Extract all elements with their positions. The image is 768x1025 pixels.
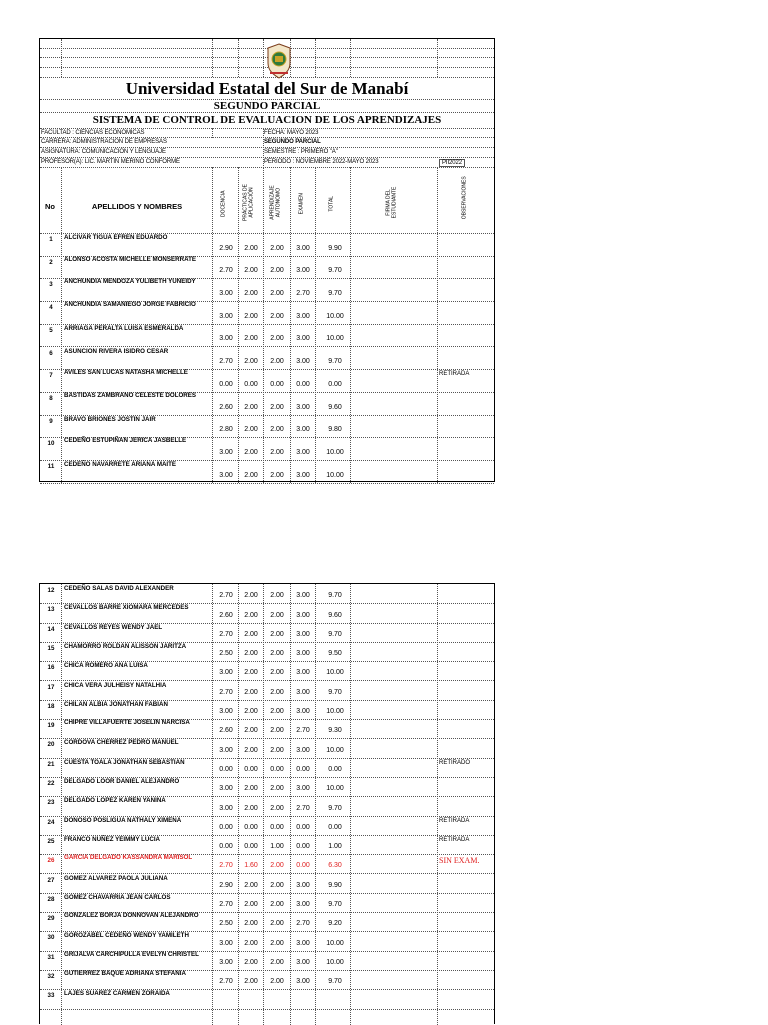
autonomo-grade: 2.00 [270, 727, 284, 735]
total-grade: 10.00 [326, 335, 344, 343]
examen-grade: 3.00 [296, 688, 310, 696]
autonomo-grade: 0.00 [270, 765, 284, 773]
docencia-grade: 2.70 [219, 630, 233, 638]
total-grade: 0.00 [328, 765, 342, 773]
examen-grade: 3.00 [296, 939, 310, 947]
examen-grade: 0.00 [296, 862, 310, 870]
student-number: 23 [47, 799, 55, 807]
col-docencia-header: DOCENCIA [220, 190, 227, 217]
observation-note: RETIRADA [439, 817, 470, 824]
total-grade: 9.70 [328, 688, 342, 696]
examen-grade: 3.00 [296, 312, 310, 320]
student-name: CEDEÑO SALAS DAVID ALEXANDER [64, 585, 174, 592]
student-row [40, 369, 494, 392]
total-grade: 9.70 [328, 630, 342, 638]
autonomo-grade: 2.00 [270, 448, 284, 456]
practicas-grade: 2.00 [244, 881, 258, 889]
docencia-grade: 0.00 [219, 765, 233, 773]
autonomo-grade: 2.00 [270, 978, 284, 986]
total-grade: 10.00 [326, 958, 344, 966]
student-number: 25 [47, 837, 55, 845]
student-row [40, 278, 494, 301]
student-name: CEDEÑO NAVARRETE ARIANA MAITE [64, 461, 177, 468]
autonomo-grade: 2.00 [270, 650, 284, 658]
examen-grade: 3.00 [296, 403, 310, 411]
practicas-grade: 2.00 [244, 727, 258, 735]
practicas-grade: 2.00 [244, 358, 258, 366]
total-grade: 0.00 [328, 380, 342, 388]
docencia-grade: 2.50 [219, 650, 233, 658]
observation-note: RETIRADO [439, 759, 471, 766]
practicas-grade: 2.00 [244, 785, 258, 793]
col-names-header: APELLIDOS Y NOMBRES [91, 202, 183, 211]
practicas-grade: 0.00 [244, 843, 258, 851]
student-row [40, 912, 494, 931]
student-number: 21 [47, 760, 55, 768]
student-row [40, 681, 494, 700]
student-name: LAJES SUAREZ CARMEN ZORAIDA [64, 990, 170, 998]
examen-grade: 0.00 [296, 823, 310, 831]
period-label: PERIODO : NOVIEMBRE 2022-MAYO 2023 [264, 159, 379, 165]
practicas-grade: 2.00 [244, 901, 258, 909]
student-number: 12 [47, 587, 55, 594]
student-row [40, 301, 494, 324]
student-name: BASTIDAS ZAMBRANO CELESTE DOLORES [64, 391, 197, 399]
student-name: CORDOVA CHERREZ PEDRO MANUEL [64, 739, 179, 747]
docencia-grade: 3.00 [219, 785, 233, 793]
practicas-grade: 1.60 [244, 862, 258, 870]
practicas-grade: 0.00 [244, 380, 258, 388]
student-row [40, 719, 494, 738]
autonomo-grade: 2.00 [270, 611, 284, 619]
student-name: GONZALEZ BORJA DONNOVAN ALEJANDRO [64, 912, 199, 920]
examen-grade: 3.00 [296, 358, 310, 366]
total-grade: 10.00 [326, 471, 344, 479]
examen-grade: 2.70 [296, 727, 310, 735]
total-grade: 9.70 [328, 290, 342, 298]
student-number: 14 [47, 625, 55, 633]
student-number: 29 [47, 915, 55, 923]
student-number: 26 [47, 857, 55, 865]
autonomo-grade: 2.00 [270, 471, 284, 479]
student-number: 5 [49, 326, 53, 334]
student-row [40, 816, 494, 835]
practicas-grade: 2.00 [244, 746, 258, 754]
student-name: FRANCO NUÑEZ YEIMMY LUCIA [64, 835, 161, 843]
student-row [40, 758, 494, 777]
student-number: 18 [47, 702, 55, 710]
total-grade: 9.70 [328, 804, 342, 812]
student-name: CHILAN ALBIA JONATHAN FABIAN [64, 700, 168, 708]
total-grade: 9.80 [328, 426, 342, 434]
practicas-grade: 2.00 [244, 669, 258, 677]
practicas-grade: 2.00 [244, 448, 258, 456]
docencia-grade: 3.00 [219, 448, 233, 456]
examen-grade: 3.00 [296, 244, 310, 252]
autonomo-grade: 2.00 [270, 708, 284, 716]
student-name: GRIJALVA CARCHIPULLA EVELYN CHRISTEL [64, 950, 199, 958]
student-name: CHAMORRO ROLDAN ALISSON JARITZA [64, 642, 187, 650]
student-number: 11 [47, 463, 55, 470]
student-name: ASUNCION RIVERA ISIDRO CESAR [64, 347, 169, 355]
practicas-grade: 2.00 [244, 688, 258, 696]
examen-grade: 3.00 [296, 669, 310, 677]
total-grade: 9.70 [328, 592, 342, 600]
student-number: 31 [47, 953, 55, 961]
col-examen-header: EXAMEN [298, 193, 305, 215]
autonomo-grade: 2.00 [270, 267, 284, 275]
total-grade: 10.00 [326, 708, 344, 716]
university-name: Universidad Estatal del Sur de Manabí [125, 79, 409, 98]
col-autonomo-header: APRENDIZAJE AUTONOMO [269, 185, 281, 220]
docencia-grade: 0.00 [219, 823, 233, 831]
docencia-grade: 2.80 [219, 426, 233, 434]
col-observaciones-header: OBSERVACIONES [461, 176, 468, 220]
practicas-grade: 0.00 [244, 765, 258, 773]
total-grade: 10.00 [326, 939, 344, 947]
examen-grade: 0.00 [296, 765, 310, 773]
autonomo-grade: 0.00 [270, 823, 284, 831]
total-grade: 10.00 [326, 746, 344, 754]
autonomo-grade: 2.00 [270, 244, 284, 252]
practicas-grade: 2.00 [244, 267, 258, 275]
examen-grade: 3.00 [296, 958, 310, 966]
student-number: 1 [49, 236, 53, 243]
student-number: 16 [47, 664, 55, 672]
student-name: GARCIA DELGADO KASSANDRA MARISOL [64, 854, 193, 862]
autonomo-grade: 2.00 [270, 958, 284, 966]
student-number: 17 [47, 683, 55, 691]
docencia-grade: 3.00 [219, 669, 233, 677]
examen-grade: 3.00 [296, 448, 310, 456]
student-name: DONOSO POSLIGUA NATHALY XIMENA [64, 816, 182, 824]
student-row [40, 796, 494, 815]
student-number: 30 [47, 934, 55, 942]
university-seal-icon [266, 43, 292, 79]
student-row [40, 893, 494, 912]
docencia-grade: 3.00 [219, 708, 233, 716]
period-code: PII2022 [439, 159, 465, 167]
period-title: SEGUNDO PARCIAL [213, 100, 321, 112]
student-number: 8 [49, 394, 53, 402]
practicas-grade: 2.00 [244, 335, 258, 343]
examen-grade: 0.00 [296, 380, 310, 388]
practicas-grade: 2.00 [244, 650, 258, 658]
examen-grade: 3.00 [296, 471, 310, 479]
examen-grade: 2.70 [296, 920, 310, 928]
autonomo-grade: 2.00 [270, 669, 284, 677]
student-number: 19 [47, 722, 55, 730]
col-practicas-header: PRÁCTICAS DE APLICACIÓN [242, 184, 254, 221]
student-row [40, 951, 494, 970]
examen-grade: 2.70 [296, 290, 310, 298]
docencia-grade: 2.90 [219, 244, 233, 252]
practicas-grade: 2.00 [244, 708, 258, 716]
grade-sheet-page-2 [39, 583, 495, 1024]
student-row [40, 989, 494, 1008]
total-grade: 9.60 [328, 403, 342, 411]
student-number: 24 [47, 818, 55, 826]
partial-label: SEGUNDO PARCIAL [264, 139, 321, 145]
student-number: 9 [49, 417, 53, 425]
autonomo-grade: 2.00 [270, 785, 284, 793]
docencia-grade: 0.00 [219, 843, 233, 851]
autonomo-grade: 2.00 [270, 804, 284, 812]
student-number: 22 [47, 780, 55, 787]
student-row [40, 854, 494, 873]
professor-label: PROFESOR(A): LIC. MARTIN MERINO CONFORME [41, 159, 180, 165]
total-grade: 9.90 [328, 881, 342, 889]
total-grade: 0.00 [328, 823, 342, 831]
student-number: 28 [47, 895, 55, 903]
student-name: DELGADO LOOR DANIEL ALEJANDRO [64, 778, 180, 785]
student-name: ALCIVAR TIGUA EFREN EDUARDO [64, 234, 168, 241]
examen-grade: 3.00 [296, 335, 310, 343]
docencia-grade: 3.00 [219, 335, 233, 343]
docencia-grade: 2.70 [219, 358, 233, 366]
observation-note: RETIRADA [439, 836, 470, 843]
autonomo-grade: 2.00 [270, 746, 284, 754]
student-number: 13 [47, 606, 55, 614]
system-title: SISTEMA DE CONTROL DE EVALUACION DE LOS APRENDIZAJES [92, 114, 442, 126]
student-name: CHICA ROMERO ANA LUISA [64, 662, 148, 670]
student-row [40, 460, 494, 483]
student-name: GOMEZ CHAVARRIA JEAN CARLOS [64, 893, 171, 901]
student-row [40, 970, 494, 989]
date-label: FECHA: MAYO 2023 [264, 130, 319, 136]
subject-label: ASIGNATURA: COMUNICACIÓN Y LENGUAJE [41, 149, 166, 155]
practicas-grade: 2.00 [244, 804, 258, 812]
docencia-grade: 3.00 [219, 312, 233, 320]
student-number: 20 [47, 741, 55, 749]
faculty-label: FACULTAD : CIENCIAS ECONOMICAS [41, 130, 145, 136]
examen-grade: 3.00 [296, 630, 310, 638]
docencia-grade: 2.50 [219, 920, 233, 928]
student-row [40, 738, 494, 757]
practicas-grade: 2.00 [244, 471, 258, 479]
student-name: GOROZABEL CEDEÑO WENDY YAMILETH [64, 932, 189, 940]
docencia-grade: 3.00 [219, 804, 233, 812]
student-row [40, 642, 494, 661]
practicas-grade: 2.00 [244, 920, 258, 928]
autonomo-grade: 2.00 [270, 688, 284, 696]
student-name: ARRIAGA PERALTA LUISA ESMERALDA [64, 324, 184, 332]
student-row [40, 324, 494, 347]
student-number: 27 [47, 876, 55, 884]
student-name: CEVALLOS REYES WENDY JAEL [64, 623, 163, 631]
total-grade: 9.50 [328, 650, 342, 658]
student-row [40, 623, 494, 642]
student-number: 32 [47, 973, 55, 980]
student-row [40, 835, 494, 854]
student-name: ALONSO ACOSTA MICHELLE MONSERRATE [64, 255, 196, 263]
observation-note: RETIRADA [439, 371, 470, 378]
student-name: ANCHUNDIA MENDOZA YULIBETH YUNEIDY [64, 278, 196, 286]
examen-grade: 2.70 [296, 804, 310, 812]
examen-grade: 0.00 [296, 843, 310, 851]
student-row [40, 777, 494, 796]
autonomo-grade: 0.00 [270, 380, 284, 388]
student-name: GUTIERREZ BAQUE ADRIANA STEFANIA [64, 970, 186, 977]
examen-grade: 3.00 [296, 267, 310, 275]
docencia-grade: 2.70 [219, 901, 233, 909]
student-name: CUESTA TOALA JONATHAN SEBASTIAN [64, 758, 185, 766]
docencia-grade: 2.70 [219, 978, 233, 986]
total-grade: 10.00 [326, 785, 344, 793]
student-number: 7 [49, 372, 53, 380]
student-row [40, 437, 494, 460]
autonomo-grade: 2.00 [270, 312, 284, 320]
student-number: 4 [49, 304, 53, 312]
total-grade: 10.00 [326, 448, 344, 456]
practicas-grade: 2.00 [244, 630, 258, 638]
examen-grade: 3.00 [296, 881, 310, 889]
student-row [40, 392, 494, 415]
student-number: 15 [47, 644, 55, 652]
total-grade: 9.30 [328, 727, 342, 735]
student-number: 6 [49, 349, 53, 357]
practicas-grade: 2.00 [244, 939, 258, 947]
docencia-grade: 2.60 [219, 727, 233, 735]
total-grade: 9.60 [328, 611, 342, 619]
practicas-grade: 0.00 [244, 823, 258, 831]
autonomo-grade: 2.00 [270, 881, 284, 889]
student-row [40, 700, 494, 719]
docencia-grade: 3.00 [219, 471, 233, 479]
student-row [40, 661, 494, 680]
docencia-grade: 3.00 [219, 958, 233, 966]
practicas-grade: 2.00 [244, 978, 258, 986]
col-no-header: No [45, 202, 55, 211]
total-grade: 9.20 [328, 920, 342, 928]
autonomo-grade: 2.00 [270, 862, 284, 870]
student-number: 3 [49, 281, 53, 289]
docencia-grade: 0.00 [219, 380, 233, 388]
docencia-grade: 2.70 [219, 267, 233, 275]
total-grade: 6.30 [328, 862, 342, 870]
grade-sheet-page-1 [39, 38, 495, 482]
docencia-grade: 2.70 [219, 862, 233, 870]
student-number: 33 [47, 992, 55, 1000]
total-grade: 1.00 [328, 843, 342, 851]
examen-grade: 3.00 [296, 901, 310, 909]
docencia-grade: 3.00 [219, 939, 233, 947]
total-grade: 9.70 [328, 358, 342, 366]
examen-grade: 3.00 [296, 426, 310, 434]
docencia-grade: 2.70 [219, 688, 233, 696]
student-name: AVILES SAN LUCAS NATASHA MICHELLE [64, 369, 188, 377]
student-row [40, 874, 494, 893]
student-name: CHIPRE VILLAFUERTE JOSELIN NARCISA [64, 719, 190, 727]
examen-grade: 3.00 [296, 611, 310, 619]
docencia-grade: 2.60 [219, 611, 233, 619]
student-name: ANCHUNDIA SAMANIEGO JORGE FABRICIO [64, 301, 196, 309]
autonomo-grade: 2.00 [270, 335, 284, 343]
total-grade: 9.70 [328, 901, 342, 909]
examen-grade: 3.00 [296, 978, 310, 986]
student-name: BRAVO BRIONES JOSTIN JAIR [64, 415, 156, 423]
practicas-grade: 2.00 [244, 958, 258, 966]
practicas-grade: 2.00 [244, 244, 258, 252]
col-firma-header: FIRMA DEL ESTUDIANTE [385, 186, 397, 219]
practicas-grade: 2.00 [244, 403, 258, 411]
examen-grade: 3.00 [296, 592, 310, 600]
docencia-grade: 2.60 [219, 403, 233, 411]
examen-grade: 3.00 [296, 708, 310, 716]
docencia-grade: 3.00 [219, 746, 233, 754]
observation-note: SIN EXAM. [439, 856, 480, 866]
autonomo-grade: 2.00 [270, 358, 284, 366]
autonomo-grade: 2.00 [270, 920, 284, 928]
student-number: 10 [47, 440, 55, 448]
student-row [40, 347, 494, 370]
total-grade: 9.70 [328, 267, 342, 275]
student-row [40, 584, 494, 603]
total-grade: 10.00 [326, 669, 344, 677]
examen-grade: 3.00 [296, 746, 310, 754]
student-row [40, 233, 494, 256]
practicas-grade: 2.00 [244, 426, 258, 434]
col-total-header: TOTAL [328, 195, 335, 212]
career-label: CARRERA: ADMINISTRACION DE EMPRESAS [41, 139, 167, 145]
student-row [40, 931, 494, 950]
practicas-grade: 2.00 [244, 290, 258, 298]
student-row [40, 603, 494, 622]
autonomo-grade: 1.00 [270, 843, 284, 851]
autonomo-grade: 2.00 [270, 592, 284, 600]
student-name: CEVALLOS BARRE XIOMARA MERCEDES [64, 604, 189, 612]
autonomo-grade: 2.00 [270, 630, 284, 638]
student-name: CHICA VERA JULHEISY NATALHIA [64, 681, 167, 689]
student-name: CEDEÑO ESTUPIÑAN JERICA JASBELLE [64, 437, 187, 445]
examen-grade: 3.00 [296, 785, 310, 793]
docencia-grade: 2.90 [219, 881, 233, 889]
student-name: DELGADO LOPEZ KAREN YANINA [64, 797, 166, 805]
semester-label: SEMESTRE : PRIMERO "A" [264, 149, 338, 155]
practicas-grade: 2.00 [244, 592, 258, 600]
practicas-grade: 2.00 [244, 312, 258, 320]
student-name: GOMEZ ALVAREZ PAOLA JULIANA [64, 874, 168, 882]
examen-grade: 3.00 [296, 650, 310, 658]
student-row [40, 256, 494, 279]
student-number: 2 [49, 258, 53, 266]
autonomo-grade: 2.00 [270, 939, 284, 947]
autonomo-grade: 2.00 [270, 290, 284, 298]
autonomo-grade: 2.00 [270, 403, 284, 411]
total-grade: 9.90 [328, 244, 342, 252]
practicas-grade: 2.00 [244, 611, 258, 619]
autonomo-grade: 2.00 [270, 901, 284, 909]
docencia-grade: 3.00 [219, 290, 233, 298]
autonomo-grade: 2.00 [270, 426, 284, 434]
docencia-grade: 2.70 [219, 592, 233, 600]
total-grade: 10.00 [326, 312, 344, 320]
total-grade: 9.70 [328, 978, 342, 986]
student-row [40, 415, 494, 438]
